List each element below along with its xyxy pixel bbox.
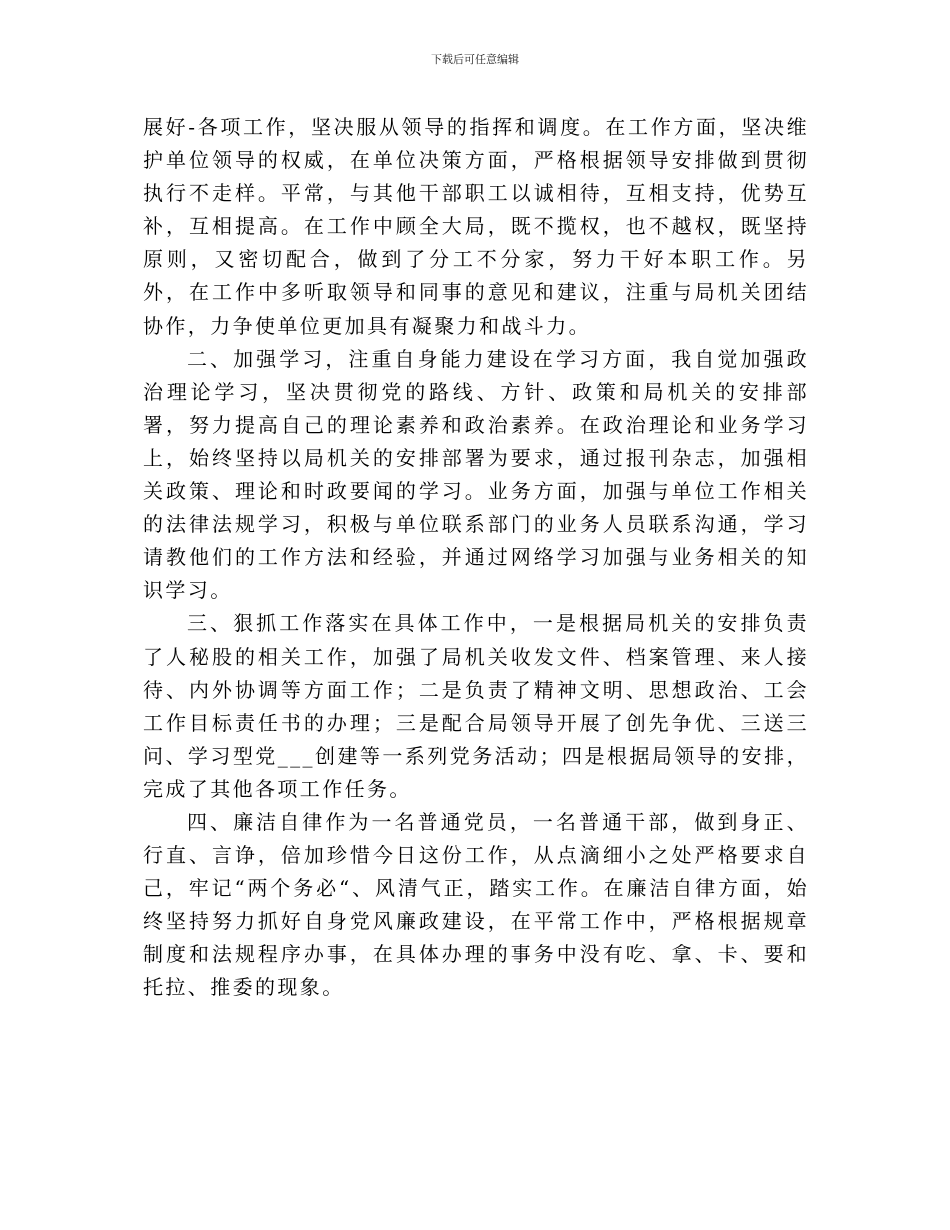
- document-body: [143, 111, 809, 1005]
- paragraph-integrity: 四、廉洁自律作为一名普通党员，一名普通干部，做到身正、行直、言诤，倍加珍惜今日这份工作，从点滴细小之处严格要求自己，牢记“两个务必“、风清气正，踏实工作。在廉洁自律方面，始终坚持努力抓好自身党风廉政建设，在平常工作中，严格根据规章制度和法规程序办事，在具体办理的事务中没有吃、拿、卡、要和托拉、推委的现象。: [143, 809, 809, 1000]
- paragraph-work-implementation: 三、狠抓工作落实在具体工作中，一是根据局机关的安排负责了人秘股的相关工作，加强了局机关收发文件、档案管理、来人接待、内外协调等方面工作；二是负责了精神文明、思想政治、工会工作目标责任书的办理；三是配合局领导开展了创先争优、三送三问、学习型党___创建等一系列党务活动；四是根据局领导的安排，完成了其他各项工作任务。: [143, 611, 809, 801]
- page-header: 下载后可任意编辑: [431, 53, 519, 66]
- paragraph-study: 二、加强学习，注重自身能力建设在学习方面，我自觉加强政治理论学习，坚决贯彻党的路线、方针、政策和局机关的安排部署，努力提高自己的理论素养和政治素养。在政治理论和业务学习上，始终坚持以局机关的安排部署为要求，通过报刊杂志，加强相关政策、理论和时政要闻的学习。业务方面，加强与单位工作相关的法律法规学习，积极与单位联系部门的业务人员联系沟通，学习请教他们的工作方法和经验，并通过网络学习加强与业务相关的知识学习。: [143, 346, 809, 603]
- paragraph-continuation: 展好-各项工作，坚决服从领导的指挥和调度。在工作方面，坚决维护单位领导的权威，在单位决策方面，严格根据领导安排做到贯彻执行不走样。平常，与其他干部职工以诚相待，互相支持，优势互补，互相提高。在工作中顾全大局，既不揽权，也不越权，既坚持原则，又密切配合，做到了分工不分家，努力干好本职工作。另外，在工作中多听取领导和同事的意见和建议，注重与局机关团结协作，力争使单位更加具有凝聚力和战斗力。: [143, 115, 809, 338]
